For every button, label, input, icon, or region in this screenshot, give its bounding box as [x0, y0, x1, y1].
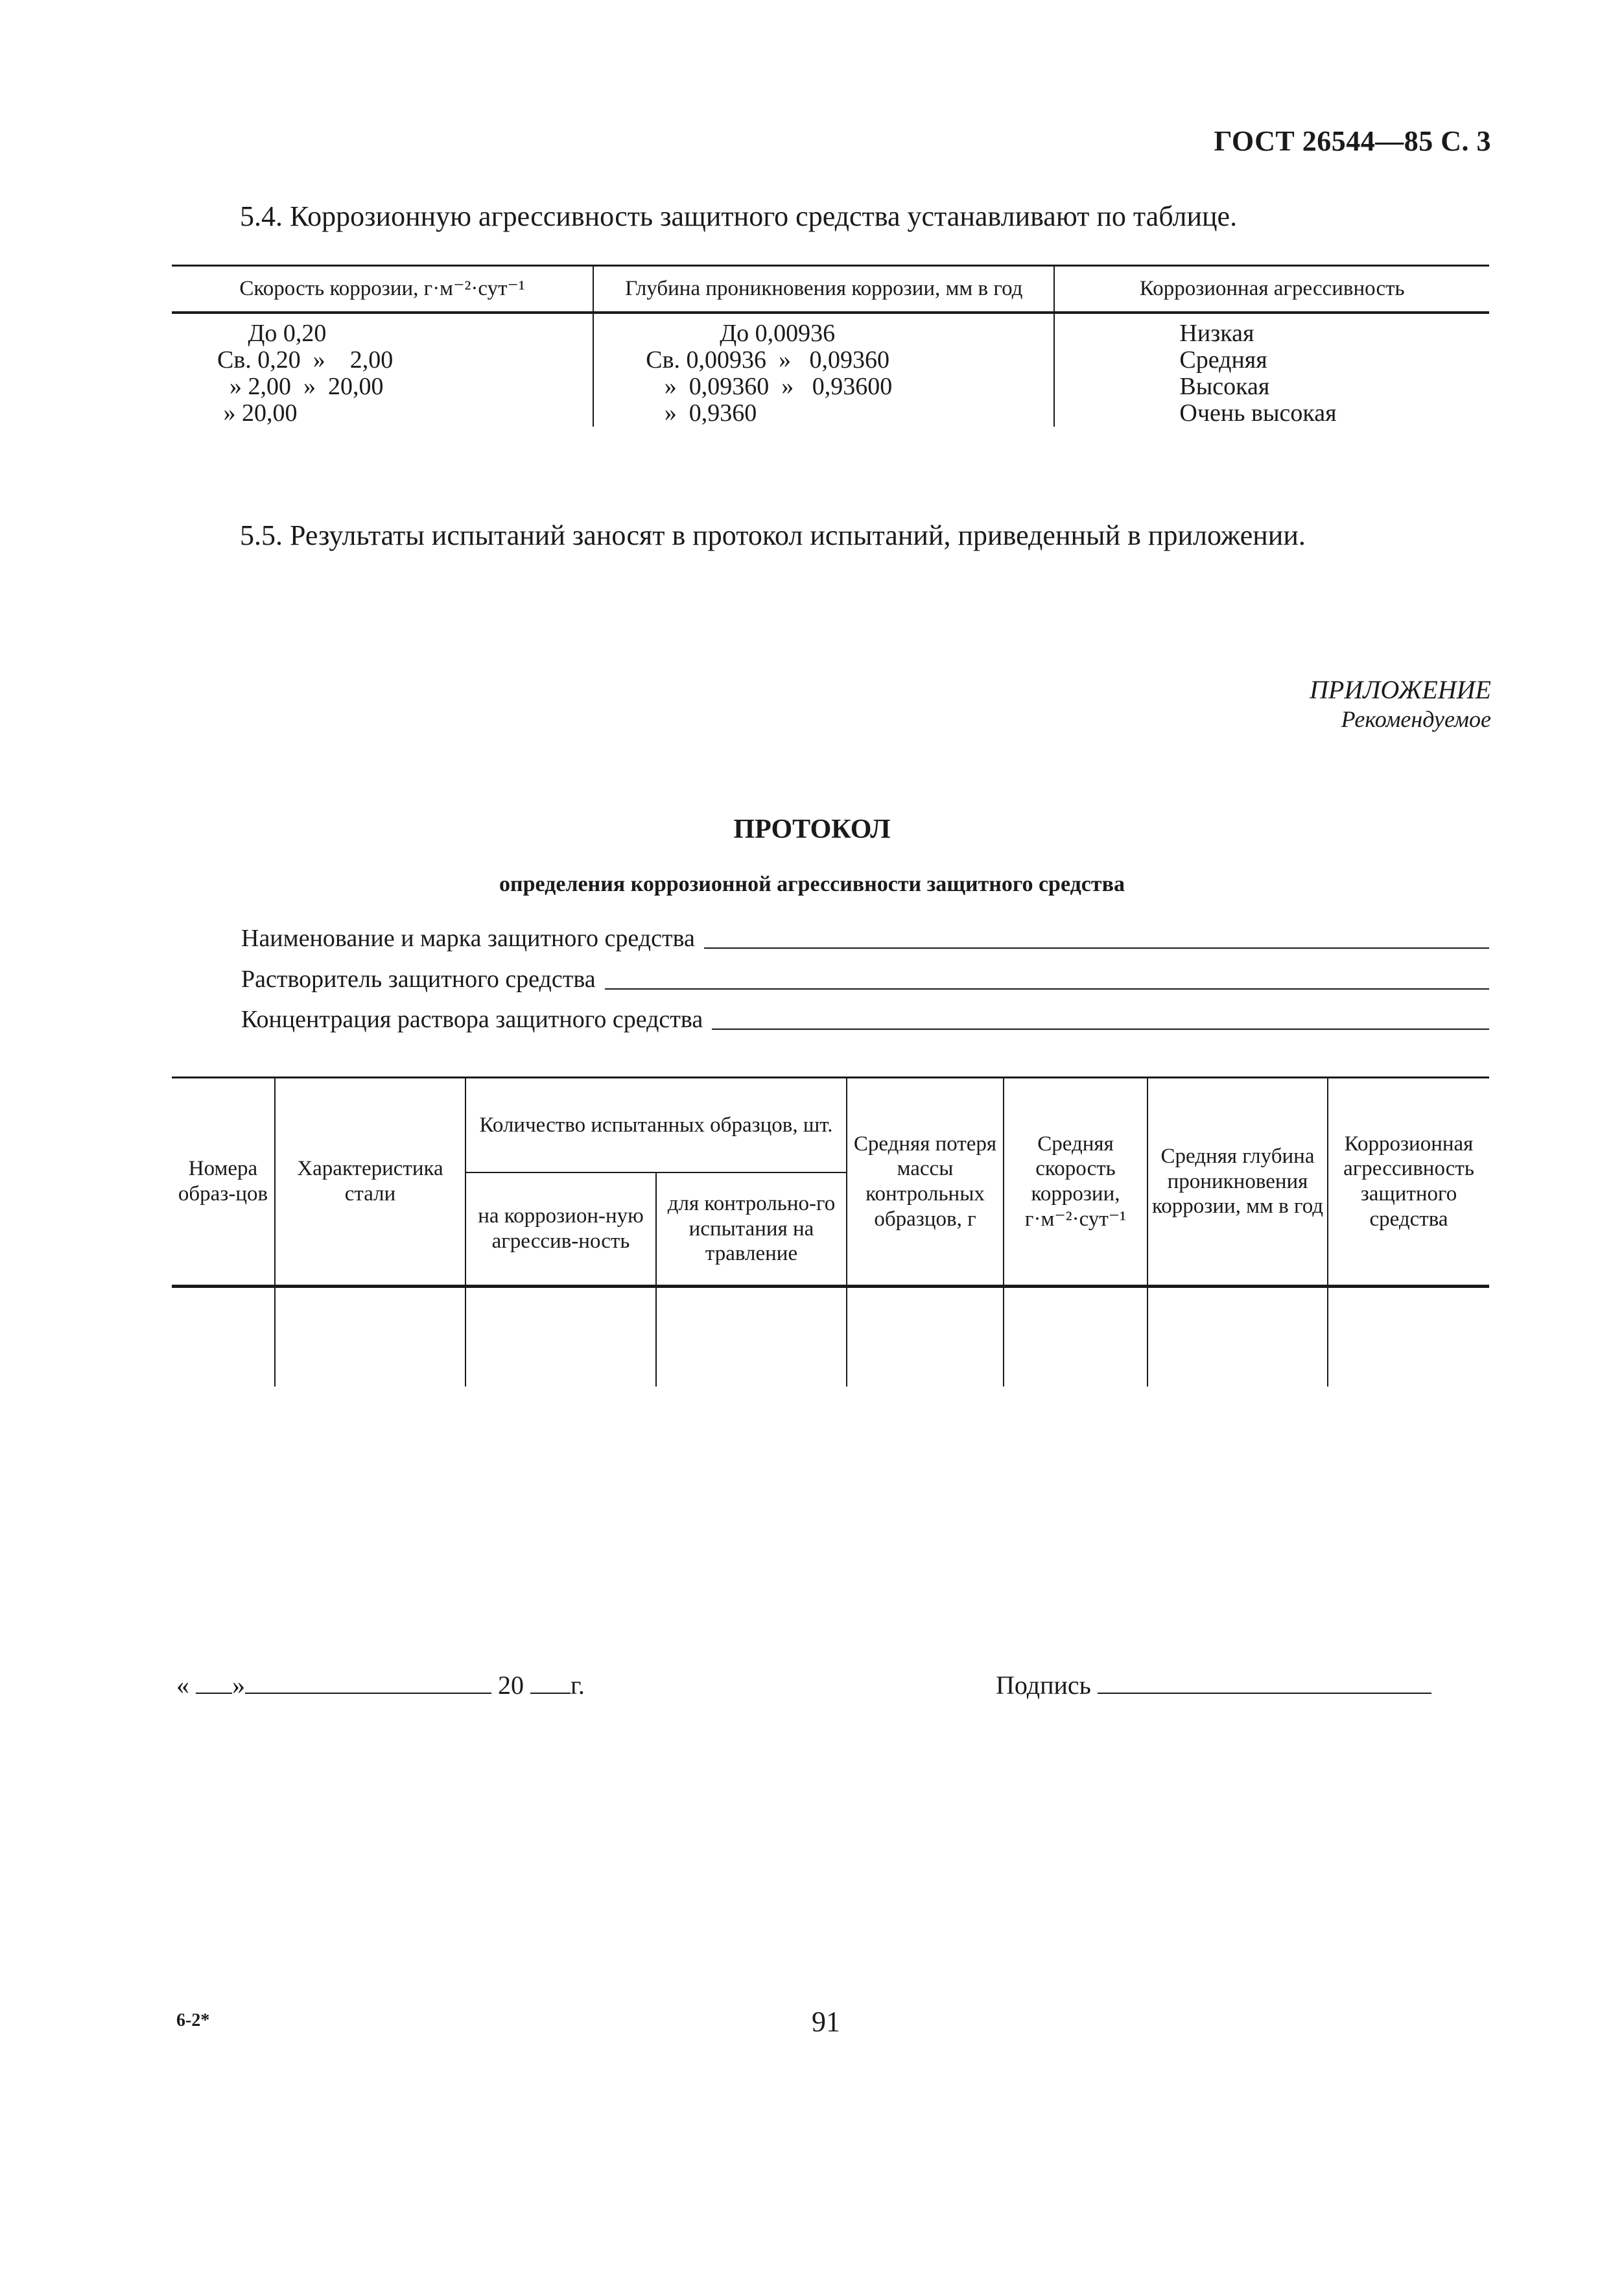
- field-name-brand[interactable]: [241, 924, 1489, 953]
- table2-header-qty-pickling: для контрольно-го испытания на травление: [656, 1172, 847, 1287]
- table1-cell: » 0,09360 » 0,93600: [593, 374, 1054, 400]
- date-close-quote: »: [232, 1671, 245, 1700]
- signature-line[interactable]: [996, 1670, 1431, 1700]
- section-5-4-text: 5.4. Коррозионную агрессивность защитного средства устанавливают по таблице.: [240, 200, 1238, 232]
- field-label: Концентрация раствора защитного средства: [241, 1006, 703, 1033]
- protocol-subtitle: определения коррозионной агрессивности защитного средства: [499, 872, 1125, 896]
- table1-cell: Низкая: [1179, 320, 1254, 348]
- year-blank: [530, 1673, 571, 1694]
- field-solvent[interactable]: [241, 965, 1489, 993]
- table2-header-aggressiveness: Коррозионная агрессивность защитного средства: [1328, 1078, 1489, 1287]
- protocol-title: ПРОТОКОЛ: [733, 815, 891, 844]
- appendix-label: [1310, 674, 1491, 733]
- year-suffix: г.: [571, 1671, 585, 1700]
- table2-cell[interactable]: [1328, 1287, 1489, 1387]
- signature-label: Подпись: [996, 1671, 1091, 1700]
- page-number: 91: [812, 2006, 840, 2038]
- table1-cell: » 2,00 » 20,00: [172, 374, 593, 400]
- field-concentration[interactable]: [241, 1005, 1489, 1034]
- table1-header-aggressiveness: Коррозионная агрессивность: [1054, 266, 1489, 313]
- fill-line: [712, 1028, 1489, 1030]
- year-prefix: 20: [498, 1671, 524, 1700]
- table2-cell[interactable]: [847, 1287, 1004, 1387]
- print-mark: 6-2*: [176, 2010, 210, 2030]
- table2-cell[interactable]: [656, 1287, 847, 1387]
- table2-header-qty-aggressiveness: на коррозион-ную агрессив-ность: [465, 1172, 656, 1287]
- fill-line: [605, 988, 1489, 990]
- day-blank: [196, 1673, 232, 1694]
- table2-cell[interactable]: [275, 1287, 465, 1387]
- protocol-table: [172, 1077, 1489, 1386]
- table2-cell[interactable]: [172, 1287, 275, 1387]
- table2-cell[interactable]: [1147, 1287, 1328, 1387]
- table1-cell: Средняя: [1179, 346, 1267, 374]
- table1-cell: Св. 0,20 » 2,00: [172, 347, 593, 374]
- date-line[interactable]: [176, 1670, 585, 1700]
- table2-cell[interactable]: [1004, 1287, 1147, 1387]
- appendix-title: ПРИЛОЖЕНИЕ: [1310, 675, 1491, 704]
- month-blank: [245, 1673, 491, 1694]
- table1-cell: До 0,20: [172, 313, 593, 347]
- table2-header-depth: Средняя глубина проникновения коррозии, мм в год: [1147, 1078, 1328, 1287]
- table2-header-mass-loss: Средняя потеря массы контрольных образцов, г: [847, 1078, 1004, 1287]
- document-header: ГОСТ 26544—85 С. 3: [1214, 125, 1491, 157]
- aggressiveness-table: [172, 265, 1489, 427]
- table1-cell: » 0,9360: [593, 400, 1054, 427]
- table1-cell: Очень высокая: [1179, 399, 1337, 427]
- table1-cell: Высокая: [1179, 373, 1270, 401]
- table2-header-rate: Средняя скорость коррозии, г·м⁻²·сут⁻¹: [1004, 1078, 1147, 1287]
- appendix-status: Рекомендуемое: [1341, 706, 1491, 732]
- field-label: Наименование и марка защитного средства: [241, 925, 695, 952]
- date-open-quote: «: [176, 1671, 189, 1700]
- table1-cell: До 0,00936: [593, 313, 1054, 347]
- field-label: Растворитель защитного средства: [241, 966, 596, 993]
- table1-cell: » 20,00: [172, 400, 593, 427]
- table2-header-steel: Характеристика стали: [275, 1078, 465, 1287]
- signature-blank: [1098, 1673, 1431, 1694]
- table1-header-rate: Скорость коррозии, г·м⁻²·сут⁻¹: [172, 266, 593, 313]
- table2-header-numbers: Номера образ-цов: [172, 1078, 275, 1287]
- table2-header-quantity: Количество испытанных образцов, шт.: [465, 1078, 847, 1173]
- section-5-5-text: 5.5. Результаты испытаний заносят в протокол испытаний, приведенный в приложении.: [240, 519, 1306, 551]
- table1-header-depth: Глубина проникновения коррозии, мм в год: [593, 266, 1054, 313]
- table2-cell[interactable]: [465, 1287, 656, 1387]
- fill-line: [704, 947, 1489, 949]
- table1-cell: Св. 0,00936 » 0,09360: [593, 347, 1054, 374]
